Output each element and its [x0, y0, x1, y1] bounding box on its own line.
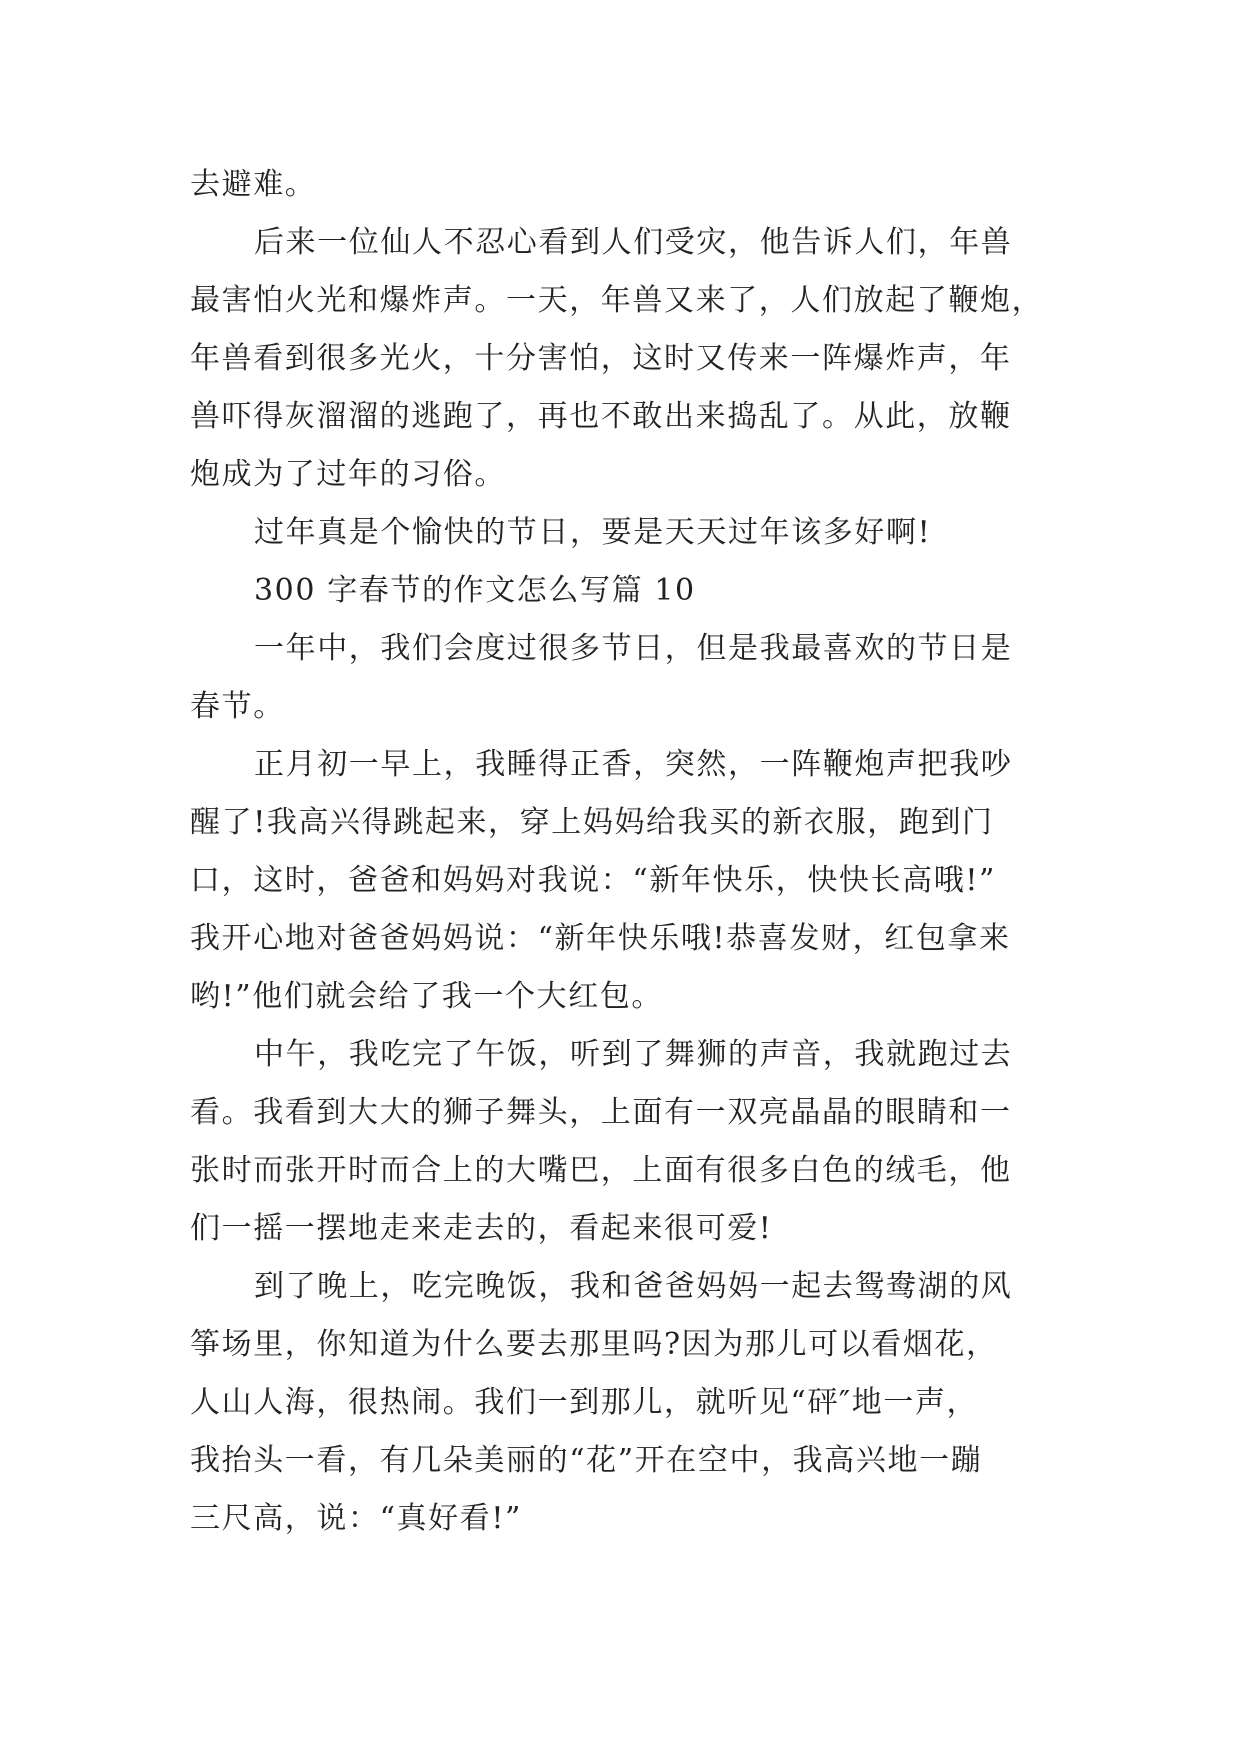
text-line: 去避难。: [190, 167, 317, 202]
text-line: 300 字春节的作文怎么写篇 10: [254, 573, 696, 608]
text-line: 张时而张开时而合上的大嘴巴，上面有很多白色的绒毛，他: [190, 1153, 1012, 1188]
text-line: 后来一位仙人不忍心看到人们受灾，他告诉人们，年兽: [254, 225, 1013, 260]
text-line: 我抬头一看，有几朵美丽的“花”开在空中，我高兴地一蹦: [190, 1443, 983, 1478]
text-line: 过年真是个愉快的节日，要是天天过年该多好啊!: [254, 515, 932, 550]
text-line: 正月初一早上，我睡得正香，突然，一阵鞭炮声把我吵: [254, 747, 1013, 782]
document-body: [190, 156, 1052, 1548]
text-line: 三尺高，说：“真好看!”: [190, 1501, 522, 1536]
text-line: 最害怕火光和爆炸声。一天，年兽又来了，人们放起了鞭炮，: [190, 283, 1044, 318]
text-line: 一年中，我们会度过很多节日，但是我最喜欢的节日是: [254, 631, 1013, 666]
text-line: 春节。: [190, 689, 285, 724]
text-line: 兽吓得灰溜溜的逃跑了，再也不敢出来捣乱了。从此，放鞭: [190, 399, 1012, 434]
text-line: 醒了!我高兴得跳起来，穿上妈妈给我买的新衣服，跑到门: [190, 805, 994, 840]
text-line: 年兽看到很多光火，十分害怕，这时又传来一阵爆炸声，年: [190, 341, 1012, 376]
text-line: 炮成为了过年的习俗。: [190, 457, 506, 492]
text-line: 看。我看到大大的狮子舞头，上面有一双亮晶晶的眼睛和一: [190, 1095, 1012, 1130]
text-line: 到了晚上，吃完晚饭，我和爸爸妈妈一起去鸳鸯湖的风: [254, 1269, 1013, 1304]
text-line: 中午，我吃完了午饭，听到了舞狮的声音，我就跑过去: [254, 1037, 1013, 1072]
text-line: 人山人海，很热闹。我们一到那儿，就听见“砰″地一声，: [190, 1385, 979, 1420]
text-line: 哟!”他们就会给了我一个大红包。: [190, 979, 663, 1014]
text-line: 口，这时，爸爸和妈妈对我说：“新年快乐，快快长高哦!”: [190, 863, 996, 898]
text-line: 我开心地对爸爸妈妈说：“新年快乐哦!恭喜发财，红包拿来: [190, 921, 1011, 956]
text-line: 们一摇一摆地走来走去的，看起来很可爱!: [190, 1211, 773, 1246]
text-line: 筝场里，你知道为什么要去那里吗?因为那儿可以看烟花，: [190, 1327, 998, 1362]
